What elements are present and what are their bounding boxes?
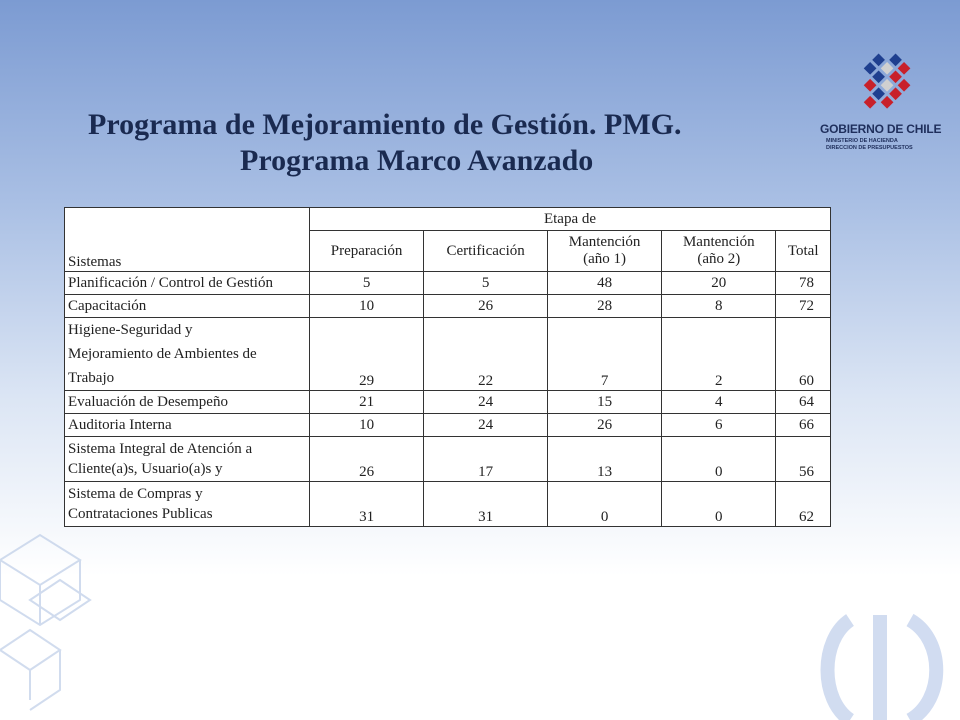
cell: 5 bbox=[310, 272, 424, 295]
cell: 78 bbox=[776, 272, 831, 295]
column-header: Certificación bbox=[424, 231, 548, 272]
table-row bbox=[65, 391, 831, 414]
row-label: Capacitación bbox=[65, 295, 310, 318]
logo-direction: DIRECCION DE PRESUPUESTOS bbox=[826, 145, 913, 151]
cell: 24 bbox=[424, 391, 548, 414]
column-header: Preparación bbox=[310, 231, 424, 272]
cell: 2 bbox=[662, 318, 776, 391]
cell: 26 bbox=[310, 437, 424, 482]
cell: 10 bbox=[310, 414, 424, 437]
etapa-header: Etapa de bbox=[310, 208, 831, 231]
row-label: Sistema Integral de Atención a Cliente(a)s, Usuario(a)s y bbox=[65, 437, 310, 482]
cell: 6 bbox=[662, 414, 776, 437]
row-label: Sistema de Compras y Contrataciones Publicas bbox=[65, 482, 310, 527]
gobierno-chile-logo-icon bbox=[810, 42, 950, 162]
cell: 62 bbox=[776, 482, 831, 527]
cell: 0 bbox=[662, 437, 776, 482]
page-title: Programa de Mejoramiento de Gestión. PMG. bbox=[88, 108, 682, 141]
cell: 31 bbox=[424, 482, 548, 527]
page-subtitle: Programa Marco Avanzado bbox=[240, 144, 594, 177]
cell: 60 bbox=[776, 318, 831, 391]
cell: 17 bbox=[424, 437, 548, 482]
cell: 66 bbox=[776, 414, 831, 437]
cell: 26 bbox=[424, 295, 548, 318]
cell: 48 bbox=[548, 272, 662, 295]
sistemas-header: Sistemas bbox=[65, 208, 310, 272]
column-header: Total bbox=[776, 231, 831, 272]
cell: 29 bbox=[310, 318, 424, 391]
column-header: Mantención (año 2) bbox=[662, 231, 776, 272]
cell: 8 bbox=[662, 295, 776, 318]
cell: 56 bbox=[776, 437, 831, 482]
table-row bbox=[65, 414, 831, 437]
cell: 5 bbox=[424, 272, 548, 295]
cell: 0 bbox=[548, 482, 662, 527]
cell: 31 bbox=[310, 482, 424, 527]
cell: 22 bbox=[424, 318, 548, 391]
watermark-symbol bbox=[828, 615, 937, 720]
cell: 10 bbox=[310, 295, 424, 318]
cell: 28 bbox=[548, 295, 662, 318]
table-row bbox=[65, 295, 831, 318]
cell: 64 bbox=[776, 391, 831, 414]
row-label: Auditoria Interna bbox=[65, 414, 310, 437]
cell: 24 bbox=[424, 414, 548, 437]
table-row bbox=[65, 318, 831, 391]
row-label: Evaluación de Desempeño bbox=[65, 391, 310, 414]
cell: 21 bbox=[310, 391, 424, 414]
cell: 13 bbox=[548, 437, 662, 482]
cell: 0 bbox=[662, 482, 776, 527]
cell: 7 bbox=[548, 318, 662, 391]
row-label: Higiene-Seguridad y Mejoramiento de Ambientes de Trabajo bbox=[65, 318, 310, 391]
cell: 20 bbox=[662, 272, 776, 295]
column-header: Mantención (año 1) bbox=[548, 231, 662, 272]
pmg-table bbox=[64, 207, 831, 527]
cell: 4 bbox=[662, 391, 776, 414]
table-row bbox=[65, 437, 831, 482]
cell: 26 bbox=[548, 414, 662, 437]
cell: 72 bbox=[776, 295, 831, 318]
logo-ministry: MINISTERIO DE HACIENDA bbox=[826, 138, 898, 144]
row-label: Planificación / Control de Gestión bbox=[65, 272, 310, 295]
table-row bbox=[65, 482, 831, 527]
logo-title: GOBIERNO DE CHILE bbox=[820, 122, 942, 136]
cell: 15 bbox=[548, 391, 662, 414]
table-group-header-row bbox=[65, 208, 831, 231]
table-row bbox=[65, 272, 831, 295]
